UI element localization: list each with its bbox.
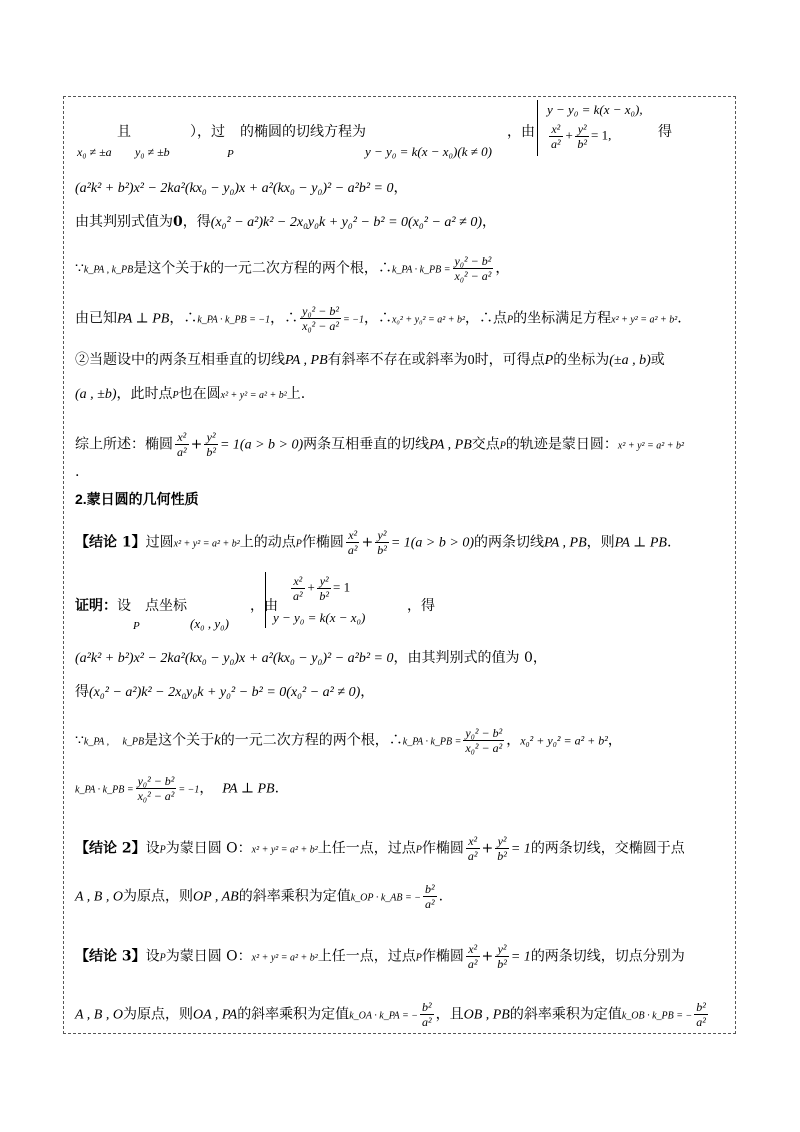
math: x² + y² = a² + b² [251, 952, 318, 964]
equation-system [265, 572, 415, 630]
math: 0 [173, 214, 183, 230]
denominator: x₀² − a² [302, 319, 339, 333]
math: P [544, 353, 554, 368]
text: 的轨迹是蒙日圆： [505, 436, 618, 453]
math: = 1, [591, 127, 612, 143]
line-7 [75, 384, 305, 406]
text: 得 [658, 124, 672, 140]
denominator: b² [206, 445, 216, 459]
numerator: x² [466, 834, 480, 849]
fraction [466, 834, 480, 863]
math: (a , ±b) [75, 387, 117, 402]
text: 得 [75, 684, 89, 700]
conclusion-label: 【结论 2】 [75, 840, 146, 857]
section-title: 2.蒙日圆的几何性质 [75, 491, 199, 507]
math: k_OB · k_PB = − [621, 1010, 693, 1022]
text: 或 [650, 352, 665, 368]
denominator: b² [497, 849, 507, 863]
proof-label: 证明： [75, 598, 117, 614]
text: 上任一点，过点 [317, 948, 416, 965]
numerator: y² [204, 430, 218, 445]
denominator: a² [467, 957, 478, 971]
text: 由其判别式值为 [75, 214, 173, 230]
numerator: y² [375, 528, 389, 543]
text: 设 [145, 948, 160, 965]
denominator: b² [377, 543, 387, 557]
text: ，∴ [169, 310, 198, 327]
text: 设 [145, 840, 160, 857]
text: ，∴ [363, 310, 392, 327]
brace-bar [265, 572, 272, 628]
text: ， [495, 260, 510, 277]
fraction [423, 882, 437, 911]
text: 的斜率乘积为定值 [509, 1006, 622, 1023]
math: A , B , O [75, 889, 123, 905]
fraction [495, 942, 509, 971]
equation: (a²k² + b²)x² − 2ka²(kx₀ − y₀)x + a²(kx₀ − y₀)² − a²b² = 0 [75, 181, 394, 196]
text: 作椭圆 [421, 948, 464, 965]
math: P [415, 844, 422, 856]
text: ，则 [586, 534, 615, 551]
text: ∵ [75, 260, 84, 277]
math: k_OP · k_AB = − [350, 892, 421, 904]
fraction: $\frac{\text{y²}}{\text{b²}}$ [319, 574, 329, 603]
math: x² + y² = a² + b² [173, 538, 240, 550]
math: y − y₀ = k(x − x₀)(k ≠ 0) [365, 144, 492, 159]
text: 的椭圆的切线方程为 [240, 124, 366, 140]
text: ，由 [507, 124, 535, 140]
math: (±a , b) [609, 353, 651, 368]
text: 两条互相垂直的切线 [303, 436, 430, 453]
math: y − y₀ = k(x − x₀), [547, 102, 643, 117]
math: x₀² + y₀² = a² + b² [391, 314, 466, 326]
math: = 1(a > b > 0) [390, 535, 474, 551]
fraction [495, 834, 509, 863]
text: 由已知 [75, 310, 117, 327]
math: = −1 [178, 784, 200, 796]
math: PA ⊥ PB [614, 535, 667, 551]
numerator: x² [175, 430, 189, 445]
line-3 [75, 212, 496, 233]
math: P [133, 620, 140, 632]
text: 的两条切线 [473, 534, 544, 551]
text: 的斜率乘积为定值 [237, 1006, 350, 1023]
fraction [463, 726, 504, 755]
math: x² + y² = a² + b² [617, 440, 685, 452]
math: P [159, 844, 166, 856]
text: ， [481, 214, 496, 230]
text: 作椭圆 [421, 840, 464, 857]
fraction [136, 774, 177, 803]
conclusion-label: 【结论 1】 [75, 534, 146, 551]
text: 的一元二次方程的两个根， [220, 732, 389, 749]
fraction [453, 254, 494, 283]
fraction [420, 1000, 434, 1029]
proof-line-5 [75, 774, 279, 803]
text: 的两条切线，切点分别为 [530, 948, 685, 965]
text: 的坐标为 [553, 352, 610, 368]
math: y₀ ≠ ±b [135, 145, 170, 159]
text: . [666, 534, 672, 551]
math: PA , PB [285, 353, 328, 368]
fraction: $\frac{\text{y²}}{\text{b²}}$ [577, 122, 587, 151]
math-row: $\frac{\text{x²}}{\text{a²}}$ + $\frac{\text{y²}}{\text{b²}}$ = 1 [293, 574, 351, 603]
math: OB , PB [463, 1007, 510, 1023]
denominator: a² [467, 849, 478, 863]
denominator: a² [696, 1015, 706, 1029]
denominator: a² [421, 1015, 432, 1029]
line-5 [75, 304, 682, 333]
math: PA ⊥ PB [222, 781, 275, 797]
math: (x₀ , y₀) [190, 616, 229, 631]
math: PA , PB [429, 437, 472, 453]
text: ， [607, 732, 622, 749]
text: 是这个关于 [144, 732, 215, 749]
text: . [438, 888, 444, 905]
numerator: x² [346, 528, 360, 543]
math: k_PA · k_PB = [391, 264, 451, 276]
numerator: y² [495, 834, 509, 849]
text: 的一元二次方程的两个根， [209, 260, 378, 277]
text: ，由 [250, 598, 278, 614]
conclusion-2: 【结论 2】设P为蒙日圆 O：x² + y² = a² + b²上任一点，过点P作椭圆 $\frac{\text{x²}}{\text{a²}}$ + $\frac{\text{y²}}{\text{b²}}$ = 1的两条切线，交椭圆于点 [75, 834, 685, 863]
text: 为蒙日圆 O： [165, 840, 252, 857]
text: ，且 [435, 1006, 464, 1023]
math: k_PA · k_PB = [402, 736, 462, 748]
conclusion-3-line-2 [75, 1000, 710, 1029]
math: k [203, 260, 210, 277]
math: P [159, 952, 166, 964]
math: P [507, 314, 514, 326]
document-page [75, 96, 730, 1034]
text: 时，可得点 [474, 352, 545, 368]
numerator: y₀² − b² [302, 304, 339, 318]
conclusion-3: 【结论 3】设P为蒙日圆 O：x² + y² = a² + b²上任一点，过点P作椭圆 $\frac{\text{x²}}{\text{a²}}$ + $\frac{\text{y²}}{\text{b²}}$ = 1的两条切线，切点分别为 [75, 942, 685, 971]
math: A , B , O [75, 1007, 123, 1023]
numerator: x² [466, 942, 480, 957]
math: = −1 [342, 314, 364, 326]
math: k [214, 732, 221, 749]
math: x² + y² = a² + b² [220, 390, 287, 401]
denominator: a² [424, 897, 435, 911]
math: PA , PB [543, 535, 587, 551]
text: 是这个关于 [133, 260, 204, 277]
text: 也在圆 [178, 386, 221, 402]
proof-line-4 [75, 726, 622, 755]
denominator: a² [177, 445, 187, 459]
math: P [415, 952, 422, 964]
text: 作椭圆 [301, 534, 344, 551]
numerator: b² [424, 882, 435, 896]
math: x₀² + y₀² = a² + b² [520, 733, 608, 748]
numerator: y₀² − b² [465, 726, 503, 740]
math-row: $\frac{\text{x²}}{\text{a²}}$ + $\frac{\text{y²}}{\text{b²}}$ = 1, [551, 122, 612, 151]
text: 为原点，则 [122, 888, 193, 905]
math: = 1 [333, 579, 351, 595]
math: P [172, 390, 179, 401]
text: 上任一点，过点 [317, 840, 416, 857]
text: ，得 [182, 214, 211, 230]
text: 有斜率不存在或斜率为 [327, 352, 468, 368]
text: ，∴点 [465, 310, 508, 327]
conclusion-1: 【结论 1】过圆x² + y² = a² + b²上的动点P作椭圆 $\frac{\text{x²}}{\text{a²}}$ + $\frac{\text{y²}}{\text{b²}}$ = 1(a > b > 0)的两条切线PA , PB，则PA ⊥ PB. [75, 528, 672, 557]
math: k_PA · k_PB = −1 [197, 314, 271, 326]
text: 点坐标 [145, 598, 187, 614]
line-4 [75, 254, 509, 283]
math: P [499, 440, 506, 452]
fraction: $\frac{\text{x²}}{\text{a²}}$ [551, 122, 561, 151]
math: y − y₀ = k(x − x₀) [273, 610, 366, 625]
fraction [346, 528, 360, 557]
math: k_PA , [83, 736, 110, 748]
fraction [175, 430, 189, 459]
denominator: x₀² − a² [465, 741, 503, 755]
text: 设 [117, 598, 131, 614]
text: . [677, 310, 682, 327]
math: k_OA · k_PA = − [349, 1010, 418, 1022]
text: ，∴ [270, 310, 299, 327]
numerator: y₀² − b² [454, 254, 492, 268]
text: ∴ [377, 260, 392, 277]
conclusion-label: 【结论 3】 [75, 948, 146, 965]
text: ， [360, 684, 375, 700]
proof-line-2 [75, 648, 547, 669]
numerator: y₀² − b² [137, 774, 175, 788]
fraction [204, 430, 218, 459]
math: k_PA , k_PB [83, 264, 134, 276]
math: x² + y² = a² + b² [611, 314, 678, 326]
conclusion-2-line-2 [75, 882, 443, 911]
text: ，得 [407, 598, 435, 614]
text: ∵ [75, 732, 84, 749]
text: 的两条切线，交椭圆于点 [530, 840, 685, 857]
fraction [375, 528, 389, 557]
numerator: b² [696, 1000, 706, 1014]
text: 的斜率乘积为定值 [238, 888, 351, 905]
text: ，此时点 [116, 386, 173, 402]
math: = 1(a > b > 0) [219, 437, 304, 453]
fraction [300, 304, 341, 333]
denominator: a² [347, 543, 358, 557]
line-9: . [75, 464, 80, 480]
math: PA ⊥ PB [117, 311, 170, 327]
line-2 [75, 179, 408, 199]
line-6 [75, 350, 665, 371]
numerator: b² [421, 1000, 432, 1014]
text: 为原点，则 [122, 1006, 193, 1023]
math: 0 [467, 353, 475, 368]
text: 上. [286, 386, 306, 402]
math: OP , AB [192, 889, 239, 905]
fraction [694, 1000, 708, 1029]
math: x₀ ≠ ±a [77, 145, 112, 159]
line-8: 综上所述：椭圆 $\frac{\text{x²}}{\text{a²}}$ + $\frac{\text{y²}}{\text{b²}}$ = 1(a > b > 0)两条互相垂直的切线PA , PB交点P的轨迹是蒙日圆：x² + y² = a² + b² [75, 430, 685, 459]
text: ， [199, 780, 214, 797]
fraction: $\frac{\text{x²}}{\text{a²}}$ [293, 574, 303, 603]
denominator: x₀² − a² [137, 789, 175, 803]
text: 且 [117, 124, 131, 140]
text: ， [393, 181, 408, 196]
text: ），过 [190, 124, 225, 140]
math: k_PA · k_PB = [75, 784, 134, 796]
math: P [227, 148, 234, 160]
proof-line-3 [75, 682, 374, 703]
equation: (a²k² + b²)x² − 2ka²(kx₀ − y₀)x + a²(kx₀ − y₀)² − a²b² = 0 [75, 651, 394, 666]
brace-bar [537, 100, 544, 156]
text: ②当题设中的两条互相垂直的切线 [75, 352, 285, 368]
math: OA , PA [192, 1007, 238, 1023]
equation: (x₀² − a²)k² − 2x₀y₀k + y₀² − b² = 0(x₀² − a² ≠ 0) [210, 215, 482, 230]
math: = 1 [510, 949, 531, 965]
math: k_PB [122, 736, 145, 748]
equation: (x₀² − a²)k² − 2x₀y₀k + y₀² − b² = 0(x₀² − a² ≠ 0) [89, 685, 361, 700]
text: 交点 [471, 436, 500, 453]
text: 的坐标满足方程 [513, 310, 612, 327]
numerator: y² [495, 942, 509, 957]
text: ， [506, 732, 521, 749]
denominator: x₀² − a² [454, 269, 492, 283]
math: x² + y² = a² + b² [251, 844, 318, 856]
text: ∴ [388, 732, 403, 749]
math: = 1 [510, 841, 531, 857]
text: . [274, 780, 280, 797]
text: 过圆 [145, 534, 174, 551]
fraction [466, 942, 480, 971]
text: 为蒙日圆 O： [165, 948, 252, 965]
math: P [295, 538, 302, 550]
text: 上的动点 [239, 534, 296, 551]
text: ，由其判别式的值为 0， [393, 650, 547, 666]
text: 综上所述：椭圆 [75, 436, 173, 453]
denominator: b² [497, 957, 507, 971]
